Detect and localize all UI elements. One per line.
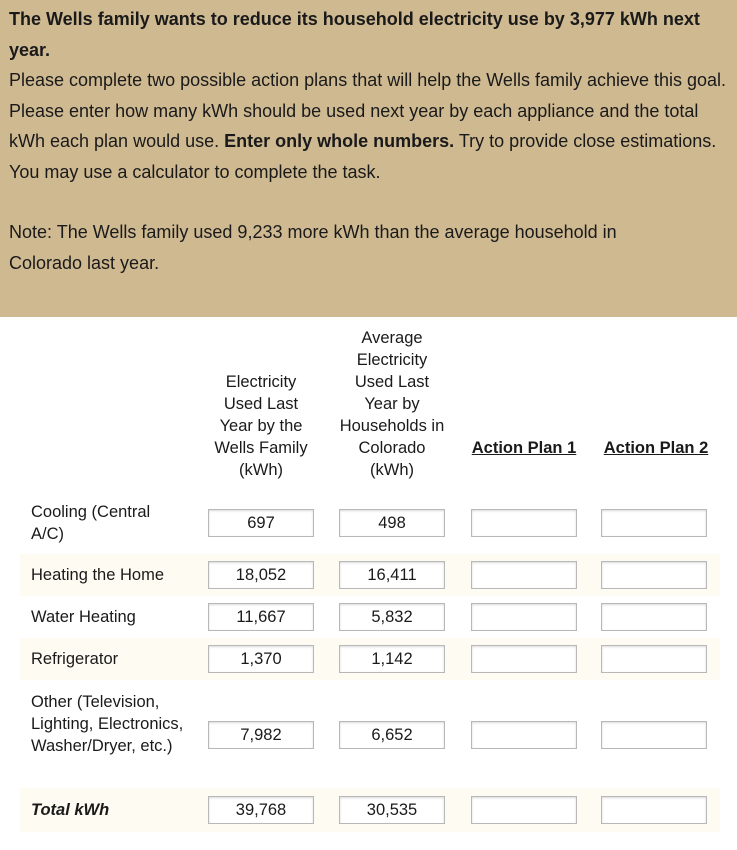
table-row [20, 596, 720, 638]
wells-value-refrigerator: 1,370 [208, 645, 314, 673]
table-row [20, 638, 720, 680]
average-value-total: 30,535 [339, 796, 445, 824]
note-text: Note: The Wells family used 9,233 more kWh than the average household in Colorado last year. [9, 222, 617, 273]
table-row [20, 680, 720, 788]
plan1-input-cooling[interactable] [471, 509, 577, 537]
table-row [20, 554, 720, 596]
wells-value-heating: 18,052 [208, 561, 314, 589]
instructions-intro: Please complete two possible action plans that will help the Wells family achieve this goal. Please enter how many kWh should be used next year by each appliance and the total kWh each plan would use. [9, 70, 727, 151]
row-label-refrigerator: Refrigerator [31, 650, 119, 668]
wells-value-water-heating: 11,667 [208, 603, 314, 631]
plan1-input-total[interactable] [471, 796, 577, 824]
col-header-action-plan-2[interactable]: Action Plan 2 [603, 439, 709, 457]
wells-value-other: 7,982 [208, 721, 314, 749]
row-label-water-heating: Water Heating [31, 608, 136, 626]
goal-text: The Wells family wants to reduce its household electricity use by 3,977 kWh next year. [9, 9, 700, 60]
plan2-input-total[interactable] [601, 796, 707, 824]
col-header-action-plan-1[interactable]: Action Plan 1 [471, 439, 577, 457]
plan1-input-other[interactable] [471, 721, 577, 749]
average-value-water-heating: 5,832 [339, 603, 445, 631]
average-value-refrigerator: 1,142 [339, 645, 445, 673]
average-value-heating: 16,411 [339, 561, 445, 589]
average-value-other: 6,652 [339, 721, 445, 749]
wells-value-total: 39,768 [208, 796, 314, 824]
table-row-total [20, 788, 720, 832]
plan1-input-water-heating[interactable] [471, 603, 577, 631]
wells-value-cooling: 697 [208, 509, 314, 537]
instructions-text [9, 65, 729, 187]
col-header-wells: Electricity Used Last Year by the Wells Family (kWh) [214, 373, 308, 479]
plan1-input-heating[interactable] [471, 561, 577, 589]
row-label-total: Total kWh [31, 801, 110, 819]
plan1-input-refrigerator[interactable] [471, 645, 577, 673]
table-row [20, 496, 720, 550]
average-value-cooling: 498 [339, 509, 445, 537]
plan2-input-refrigerator[interactable] [601, 645, 707, 673]
plan2-input-cooling[interactable] [601, 509, 707, 537]
instructions-emphasis: Enter only whole numbers. [224, 131, 455, 151]
instructions-tail: Try to provide close estimations. You may use a calculator to complete the task. [9, 131, 717, 182]
row-label-cooling: Cooling (Central A/C) [31, 503, 151, 543]
row-label-heating: Heating the Home [31, 566, 164, 584]
col-header-average: Average Electricity Used Last Year by Households in Colorado (kWh) [339, 329, 445, 479]
instructions-panel [0, 0, 737, 317]
plan2-input-heating[interactable] [601, 561, 707, 589]
plan2-input-water-heating[interactable] [601, 603, 707, 631]
row-label-other: Other (Television, Lighting, Electronics, Washer/Dryer, etc.) [31, 693, 184, 755]
plan2-input-other[interactable] [601, 721, 707, 749]
